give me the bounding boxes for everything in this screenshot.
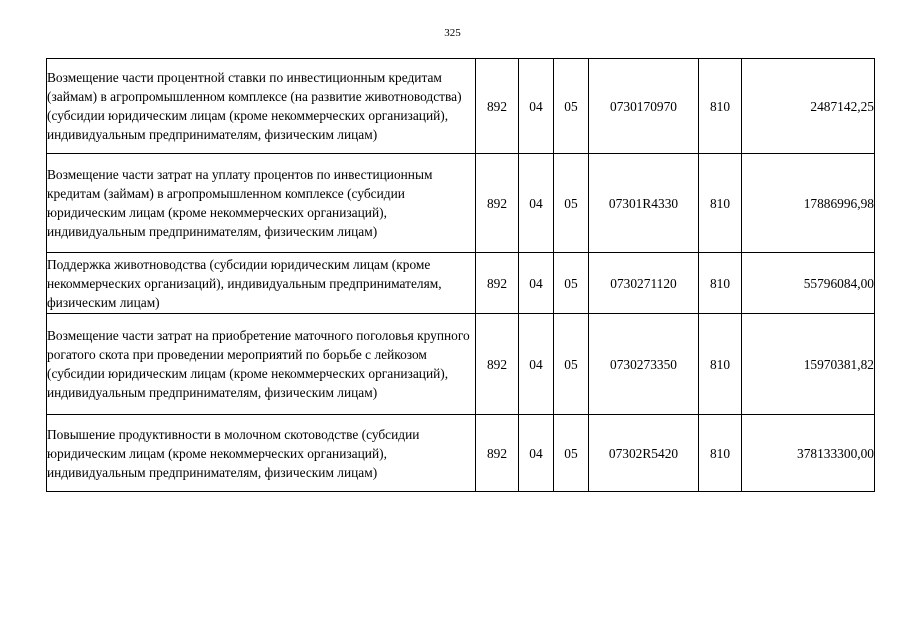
subsection-code-cell: 05	[554, 154, 589, 253]
description-cell: Возмещение части затрат на уплату процентов по инвестиционным кредитам (займам) в агропромышленном комплексе (субсидии юридическим лицам (кроме некоммерческих организаций), индивидуальным предпринимателям, физическим лицам)	[47, 154, 476, 253]
section-code-cell: 04	[519, 314, 554, 415]
ministry-code-cell: 892	[476, 415, 519, 492]
subsection-code-cell: 05	[554, 415, 589, 492]
ministry-code-cell: 892	[476, 59, 519, 154]
description-cell: Поддержка животноводства (субсидии юридическим лицам (кроме некоммерческих организаций), индивидуальным предпринимателям, физическим лицам)	[47, 253, 476, 314]
expense-type-cell: 810	[699, 415, 742, 492]
amount-cell: 2487142,25	[742, 59, 875, 154]
expense-type-cell: 810	[699, 314, 742, 415]
target-article-cell: 0730273350	[589, 314, 699, 415]
table-row	[47, 314, 875, 415]
expense-type-cell: 810	[699, 59, 742, 154]
ministry-code-cell: 892	[476, 314, 519, 415]
table-row	[47, 415, 875, 492]
target-article-cell: 07302R5420	[589, 415, 699, 492]
table-row	[47, 154, 875, 253]
amount-cell: 55796084,00	[742, 253, 875, 314]
table-row	[47, 253, 875, 314]
page-number: 325	[444, 27, 461, 39]
expense-type-cell: 810	[699, 154, 742, 253]
target-article-cell: 07301R4330	[589, 154, 699, 253]
table-row	[47, 59, 875, 154]
ministry-code-cell: 892	[476, 253, 519, 314]
amount-cell: 378133300,00	[742, 415, 875, 492]
section-code-cell: 04	[519, 59, 554, 154]
amount-cell: 17886996,98	[742, 154, 875, 253]
section-code-cell: 04	[519, 253, 554, 314]
section-code-cell: 04	[519, 415, 554, 492]
description-cell: Повышение продуктивности в молочном скотоводстве (субсидии юридическим лицам (кроме некоммерческих организаций), индивидуальным предпринимателям, физическим лицам)	[47, 415, 476, 492]
subsection-code-cell: 05	[554, 253, 589, 314]
description-cell: Возмещение части процентной ставки по инвестиционным кредитам (займам) в агропромышленном комплексе (на развитие животноводства) (субсидии юридическим лицам (кроме некоммерческих организаций), индивидуальным предпринимателям, физическим лицам)	[47, 59, 476, 154]
description-cell: Возмещение части затрат на приобретение маточного поголовья крупного рогатого скота при проведении мероприятий по борьбе с лейкозом (субсидии юридическим лицам (кроме некоммерческих организаций), индивидуальным предпринимателям, физическим лицам)	[47, 314, 476, 415]
budget-table	[46, 58, 875, 492]
ministry-code-cell: 892	[476, 154, 519, 253]
section-code-cell: 04	[519, 154, 554, 253]
subsection-code-cell: 05	[554, 59, 589, 154]
target-article-cell: 0730271120	[589, 253, 699, 314]
subsection-code-cell: 05	[554, 314, 589, 415]
target-article-cell: 0730170970	[589, 59, 699, 154]
amount-cell: 15970381,82	[742, 314, 875, 415]
expense-type-cell: 810	[699, 253, 742, 314]
